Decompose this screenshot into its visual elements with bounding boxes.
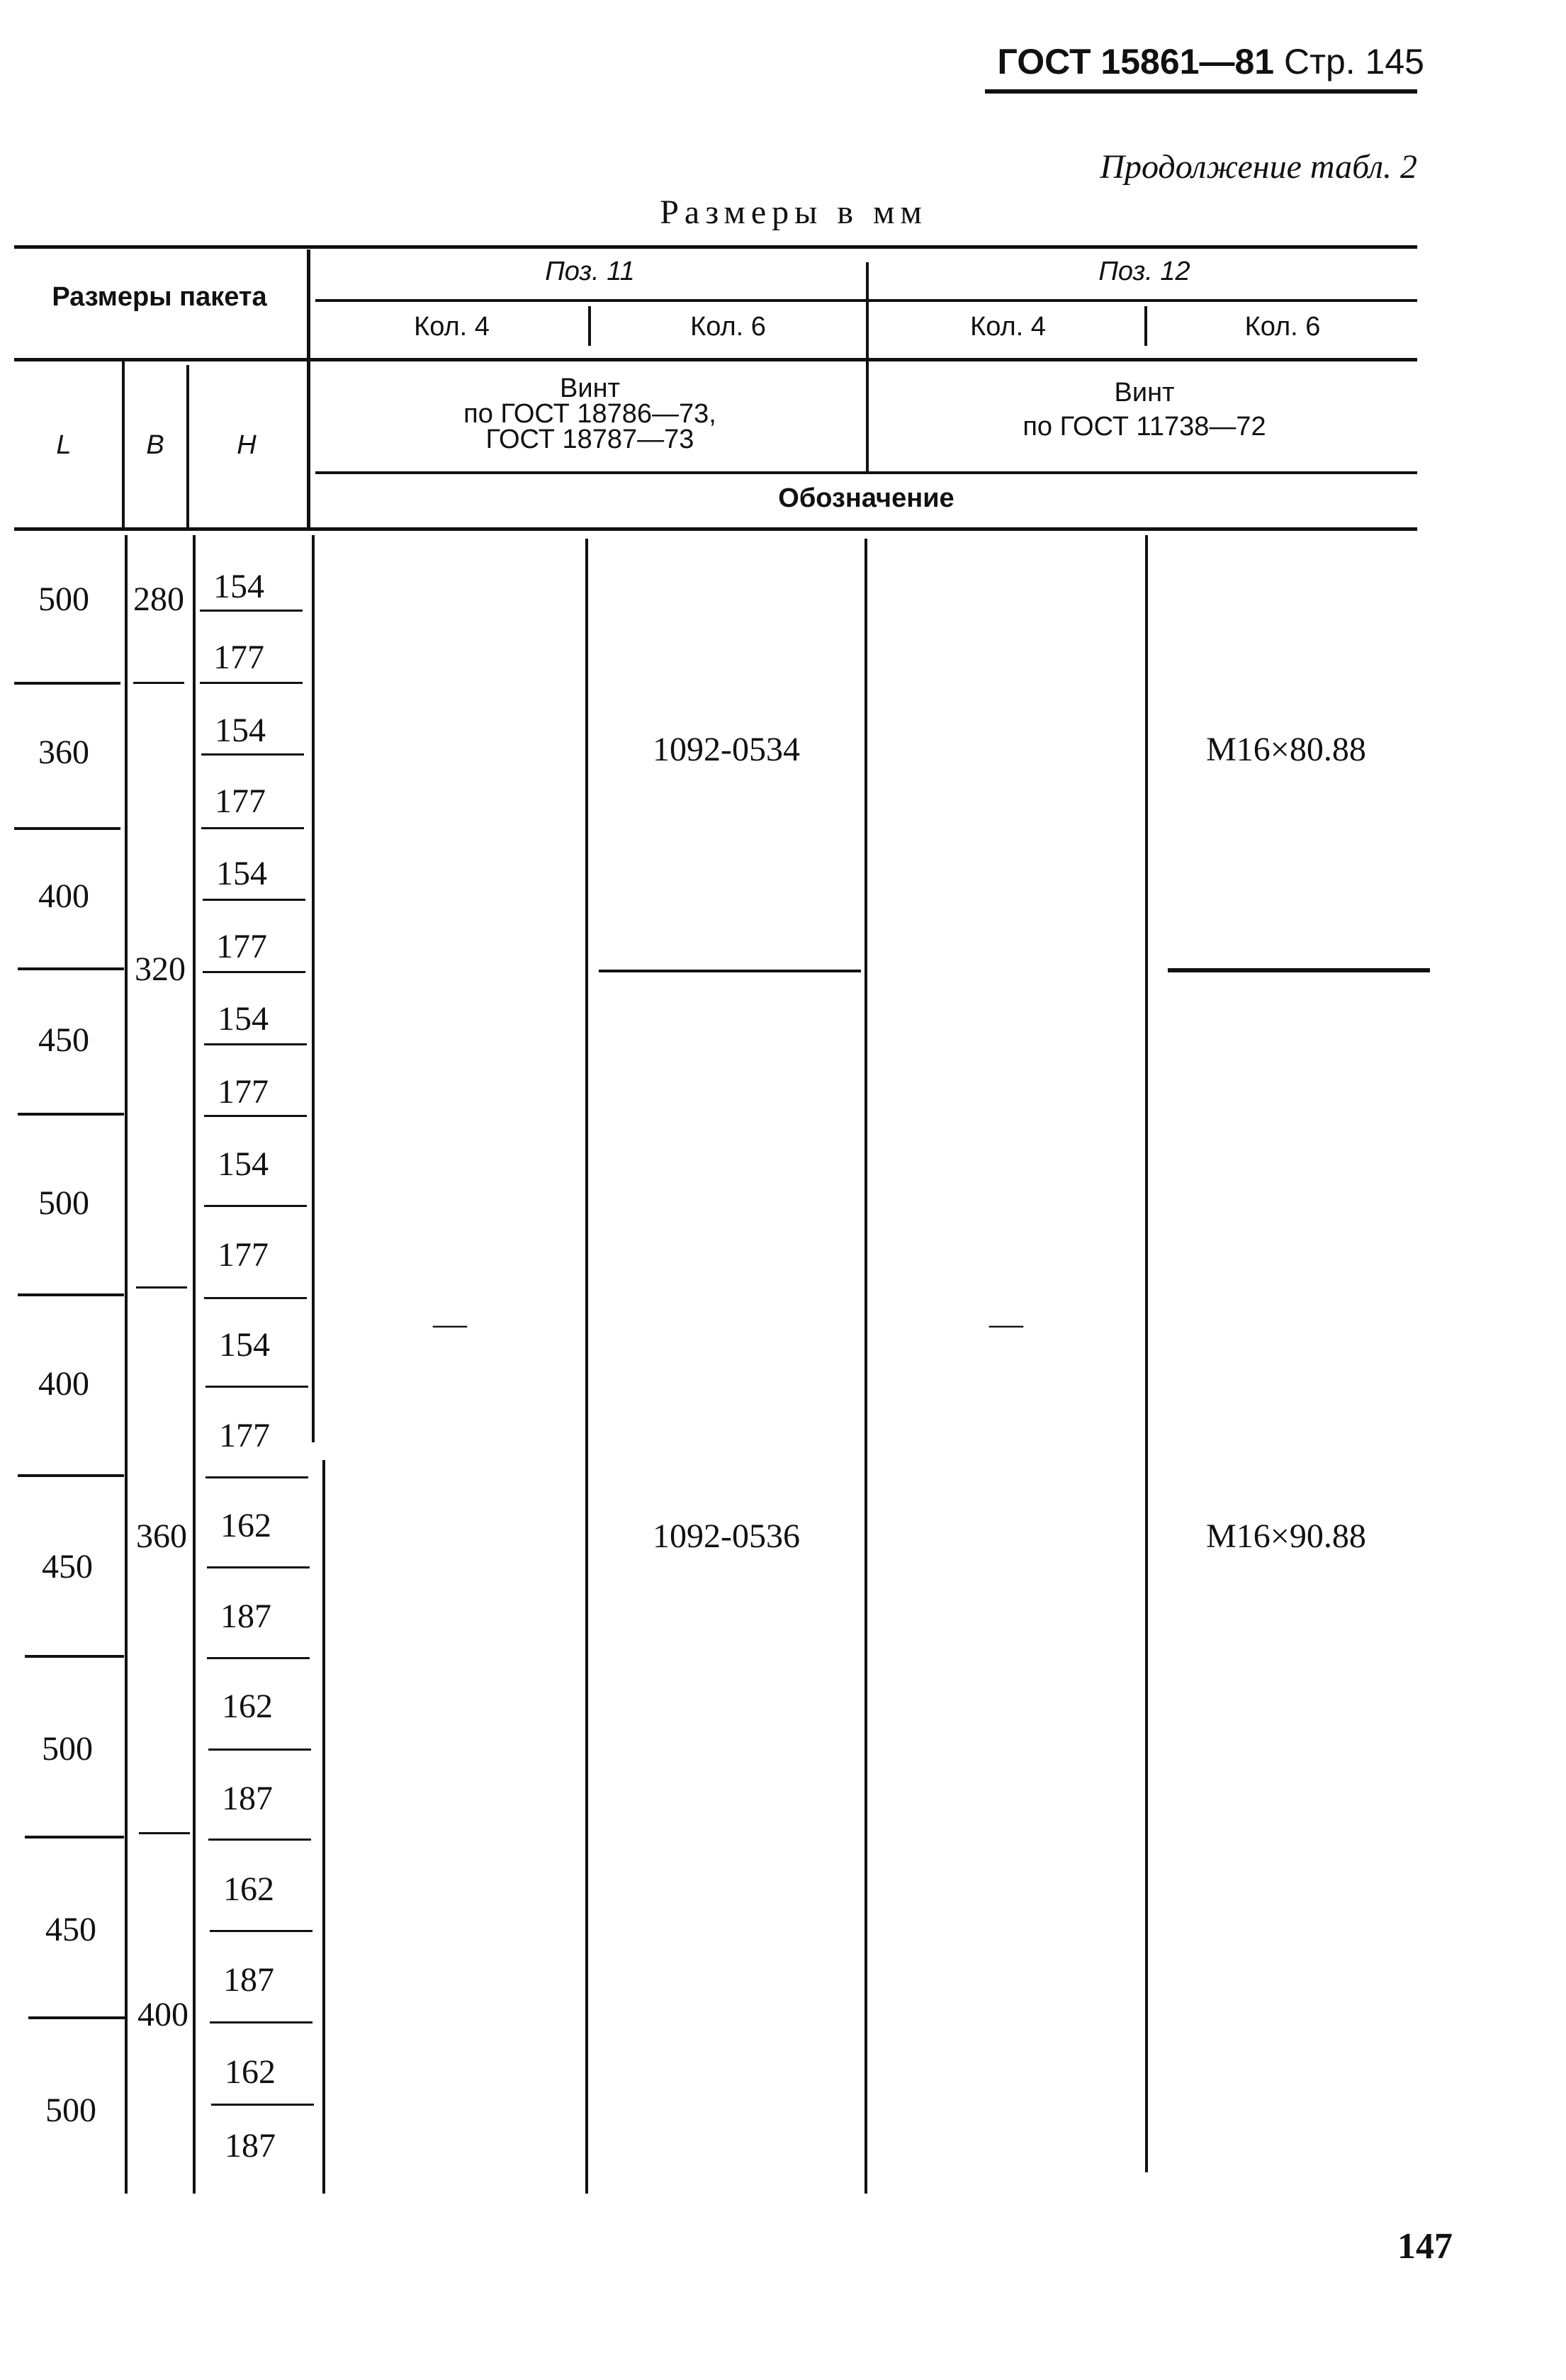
L-separator (25, 1836, 124, 1839)
pos11-header: Поз. 11 (545, 257, 635, 286)
H-separator (201, 753, 304, 756)
H-separator (207, 1566, 310, 1568)
pos11-kol6-value: 1092-0534 (653, 731, 800, 768)
H-separator (205, 1386, 308, 1388)
cell-L: 360 (38, 734, 89, 771)
L-separator (28, 2016, 128, 2019)
col-B-header: B (146, 430, 164, 460)
cell-L: 500 (38, 580, 89, 618)
H-separator (203, 899, 305, 901)
cell-B: 360 (136, 1517, 187, 1555)
body-vline-pos11 (585, 539, 588, 2194)
page-number: 147 (1397, 2226, 1453, 2267)
units-label: Размеры в мм (660, 193, 928, 231)
body-vline-H (312, 535, 315, 1442)
kol-divider-1 (588, 306, 591, 346)
pos11-desc-line: Винт (560, 374, 620, 403)
cell-H: 162 (222, 1688, 273, 1725)
page-header (985, 41, 1424, 82)
cell-H: 162 (220, 1507, 271, 1544)
pos12-kol4-header: Кол. 4 (970, 312, 1046, 342)
body-vline-H2 (322, 1460, 325, 2194)
cell-H: 154 (218, 1145, 269, 1183)
L-separator (18, 1293, 124, 1296)
B-separator (136, 1286, 187, 1289)
cell-H: 177 (215, 782, 266, 820)
pos12-kol6-header: Кол. 6 (1244, 312, 1321, 342)
cell-H: 162 (225, 2053, 276, 2091)
body-vline-BH (193, 535, 196, 2194)
cell-H: 177 (216, 928, 267, 965)
header-vline-main (307, 249, 310, 527)
kol-divider-2 (1144, 306, 1147, 346)
header-vline-BH (186, 365, 189, 527)
pos12-kol6-value: M16×90.88 (1206, 1517, 1366, 1555)
L-separator (18, 1474, 124, 1477)
body-vline-mid (864, 539, 867, 2194)
pos11-description (315, 376, 864, 452)
L-separator (14, 827, 120, 830)
table-top-rule (14, 245, 1417, 249)
cell-L: 500 (42, 1730, 93, 1768)
L-separator (14, 682, 120, 685)
pos12-kol6-separator (1168, 968, 1430, 972)
header-rule (985, 89, 1417, 94)
cell-L: 500 (38, 1184, 89, 1222)
H-separator (208, 1839, 311, 1841)
cell-H: 154 (219, 1326, 270, 1364)
B-separator (139, 1832, 190, 1834)
cell-H: 177 (218, 1073, 269, 1111)
H-separator (204, 1043, 307, 1045)
L-separator (18, 1113, 124, 1116)
pos11-kol4-value: — (433, 1305, 467, 1342)
cell-H: 162 (223, 1870, 274, 1908)
H-separator (211, 2104, 314, 2106)
cell-L: 400 (38, 1365, 89, 1403)
col-H-header: H (237, 430, 257, 460)
cell-B: 320 (135, 950, 186, 988)
header-vline-pos (866, 262, 869, 471)
page-label: Стр. 145 (1283, 42, 1424, 82)
body-vline-LB (125, 535, 128, 2194)
cell-H: 187 (222, 1780, 273, 1817)
pos11-kol6-header: Кол. 6 (690, 312, 766, 342)
designation-header: Обозначение (778, 483, 954, 513)
H-separator (201, 827, 304, 829)
H-separator (204, 1205, 307, 1207)
H-separator (200, 610, 303, 612)
pos12-desc-line: Винт (1114, 378, 1175, 408)
cell-H: 187 (225, 2127, 276, 2165)
cell-H: 187 (220, 1598, 271, 1635)
B-separator (133, 682, 184, 684)
L-separator (18, 967, 124, 970)
pos11-kol4-header: Кол. 4 (414, 312, 490, 342)
H-separator (210, 1930, 312, 1932)
col-L-header: L (56, 430, 72, 460)
pos11-kol6-value: 1092-0536 (653, 1517, 800, 1555)
pos12-desc-line: по ГОСТ 11738—72 (1023, 412, 1266, 442)
cell-L: 400 (38, 877, 89, 915)
cell-H: 154 (215, 712, 266, 749)
pos11-desc-line: по ГОСТ 18786—73, (463, 399, 716, 429)
standard-number: ГОСТ 15861—81 (997, 42, 1275, 82)
pos12-kol6-value: M16×80.88 (1206, 731, 1366, 768)
cell-H: 154 (218, 1000, 269, 1038)
cell-B: 400 (137, 1996, 188, 2033)
H-separator (200, 682, 303, 684)
continuation-label: Продолжение табл. 2 (1100, 148, 1417, 186)
pos12-description (872, 376, 1417, 444)
cell-H: 177 (213, 639, 264, 676)
cell-H: 177 (218, 1236, 269, 1274)
kol-header-rule (14, 358, 1417, 361)
H-separator (210, 2021, 312, 2023)
H-separator (203, 971, 305, 973)
cell-H: 177 (219, 1417, 270, 1454)
cell-L: 450 (45, 1911, 96, 1948)
pos11-desc-line: ГОСТ 18787—73 (485, 425, 694, 454)
pos12-header: Поз. 12 (1098, 257, 1190, 286)
H-separator (204, 1115, 307, 1117)
cell-H: 154 (216, 855, 267, 892)
cell-H: 187 (223, 1961, 274, 1999)
body-vline-pos12 (1145, 535, 1148, 2172)
desc-rule (315, 471, 1417, 474)
H-separator (205, 1476, 308, 1478)
cell-L: 450 (42, 1548, 93, 1585)
pos11-kol6-separator (599, 970, 861, 972)
group-header-package: Размеры пакета (52, 282, 267, 312)
cell-H: 154 (213, 568, 264, 605)
H-separator (207, 1657, 310, 1659)
header-vline-LB (122, 361, 125, 527)
cell-L: 500 (45, 2092, 96, 2129)
H-separator (204, 1297, 307, 1299)
cell-B: 280 (133, 580, 184, 618)
H-separator (208, 1748, 311, 1751)
L-separator (25, 1655, 124, 1658)
pos12-kol4-value: — (989, 1305, 1023, 1342)
header-bottom-rule (14, 527, 1417, 531)
cell-L: 450 (38, 1021, 89, 1059)
